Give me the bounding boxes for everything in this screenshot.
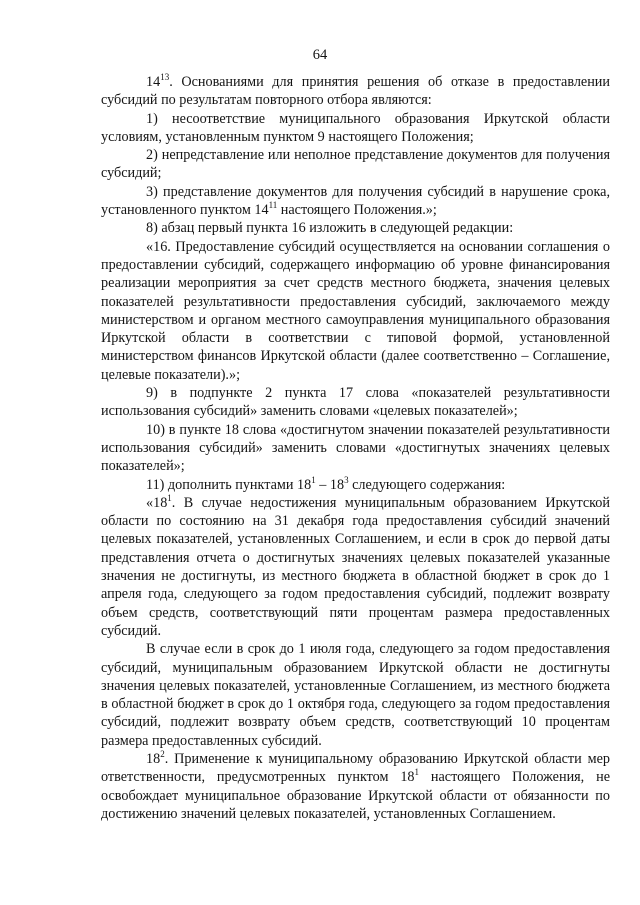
- paragraph-p12: [101, 750, 610, 823]
- paragraph-p8: [101, 421, 610, 476]
- paragraph-p5: [101, 219, 610, 237]
- paragraph-text: . Основаниями для принятия решения об отказе в предоставлении субсидий по результатам повторного отбора являются:: [101, 74, 610, 109]
- paragraph-text: 1) несоответствие муниципального образования Иркутской области условиям, установленным пунктом 9 настоящего Положения;: [101, 110, 610, 145]
- paragraph-text: 2) непредставление или неполное представление документов для получения субсидий;: [101, 147, 610, 182]
- paragraph-text: следующего содержания:: [348, 476, 506, 493]
- paragraph-text: настоящего Положения, не освобождает муниципальное образование Иркутской области от обязанности по достижению значений целевых показателей, установленных Соглашением.: [101, 769, 610, 822]
- paragraph-p4: [101, 183, 610, 220]
- superscript-index: 2: [160, 748, 165, 759]
- paragraph-p10: [101, 494, 610, 640]
- superscript-index: 1: [414, 767, 420, 778]
- paragraph-text: 18: [146, 750, 161, 767]
- paragraph-p3: [101, 146, 610, 183]
- paragraph-text: 3) представление документов для получения субсидий в нарушение срока, установленного пунктом 14: [101, 183, 610, 219]
- superscript-index: 13: [160, 72, 170, 82]
- paragraph-p7: [101, 384, 610, 421]
- paragraph-p1: [101, 73, 610, 110]
- superscript-index: 11: [268, 200, 278, 211]
- paragraph-text: . В случае недостижения муниципальным образованием Иркутской области по состоянию на 31 декабря года предоставления субсидий значений целевых показателей, установленных Соглашением, и если в срок до первой даты представления отчета о достигнутых значениях целевых показателей указанные значения не достигнуты, из местного бюджета в областной бюджет в срок до 1 апреля года, следующего за годом предоставления субсидий, подлежит возврату объем средств, соответствующий пяти процентам размера предоставленных субсидий.: [101, 494, 610, 639]
- paragraph-text: 14: [146, 74, 161, 90]
- paragraph-text: 11) дополнить пунктами 18: [146, 476, 312, 493]
- paragraph-text: – 18: [315, 476, 345, 493]
- paragraph-p11: [101, 640, 610, 750]
- page-number: 64: [312, 47, 328, 63]
- superscript-index: 3: [344, 474, 349, 485]
- paragraph-text: В случае если в срок до 1 июля года, следующего за годом предоставления субсидий, муниципальным образованием Иркутской области не достигнуты значения целевых показателей, установленные Соглашением, из местного бюджета в областной бюджет в срок до 1 октября года, следующего за годом предоставления субсидий, подлежит возврату объем средств, соответствующий 10 процентам размера предоставленных субсидий.: [101, 641, 610, 749]
- paragraph-p9: [101, 476, 610, 494]
- superscript-index: 1: [311, 474, 316, 485]
- paragraph-p2: [101, 110, 610, 147]
- paragraph-text: . Применение к муниципальному образованию Иркутской области мер ответственности, предусмотренных пунктом 18: [101, 750, 610, 786]
- paragraph-text: «18: [146, 494, 168, 511]
- paragraph-text: 8) абзац первый пункта 16 изложить в следующей редакции:: [146, 220, 514, 237]
- superscript-index: 1: [167, 492, 172, 503]
- paragraph-text: «16. Предоставление субсидий осуществляется на основании соглашения о предоставлении субсидий, содержащего информацию об уровне финансирования реализации мероприятия за счет средств местного бюджета, значения целевых показателей результативности предоставления субсидий, заключаемого между министерством и органом местного самоуправления муниципального образования Иркутской области в соответствии с типовой формой, установленной министерством финансов Иркутской области (далее соответственно – Соглашение, целевые показатели).»;: [101, 238, 610, 383]
- paragraph-text: 9) в подпункте 2 пункта 17 слова «показателей результативности использования субсидий» заменить словами «целевых показателей»;: [101, 385, 610, 420]
- paragraph-text: 10) в пункте 18 слова «достигнутом значении показателей результативности использования субсидий» заменить словами «достигнутых значениях целевых показателей»;: [101, 421, 610, 475]
- document-body: [101, 73, 610, 823]
- paragraph-text: настоящего Положения.»;: [277, 202, 437, 219]
- paragraph-p6: [101, 238, 610, 384]
